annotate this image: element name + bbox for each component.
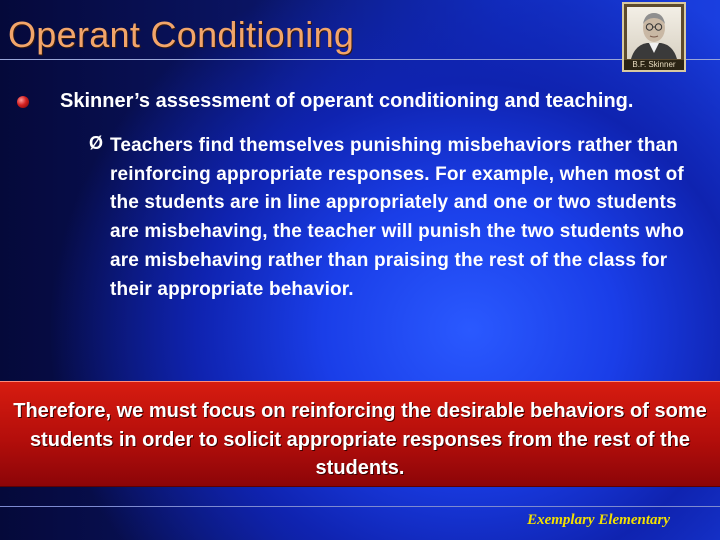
- portrait-photo: [627, 7, 681, 59]
- sub-bullet-text: Teachers find themselves punishing misbehaviors rather than reinforcing appropriate responses. For example, when most of the students are in line appropriately and one or two students are misbehaving, the teacher will punish the two students who are misbehaving rather than praising the rest of the class for their appropriate behavior.: [110, 135, 684, 300]
- title-divider: [0, 59, 720, 60]
- main-bullet-text: Skinner’s assessment of operant conditioning and teaching.: [60, 90, 634, 112]
- footer-divider: [0, 506, 720, 507]
- skinner-portrait: [622, 2, 686, 72]
- portrait-caption: B.F. Skinner: [624, 60, 684, 70]
- bullet-dot-icon: [17, 96, 29, 108]
- conclusion-callout: [0, 381, 720, 487]
- arrow-bullet-icon: Ø: [89, 133, 104, 153]
- slide-title: Operant Conditioning: [8, 14, 355, 55]
- callout-text: Therefore, we must focus on reinforcing the desirable behaviors of some students in order to solicit appropriate responses from the rest of the students.: [13, 400, 707, 479]
- footer-text: Exemplary Elementary: [527, 512, 670, 528]
